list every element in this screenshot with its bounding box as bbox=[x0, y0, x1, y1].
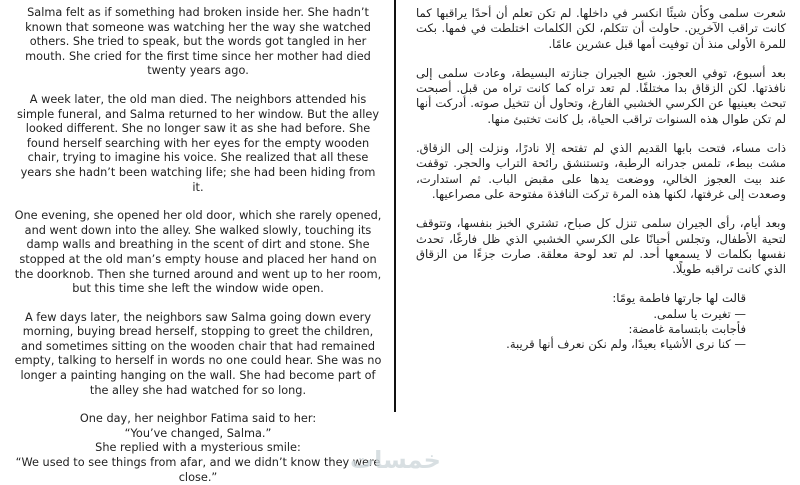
arabic-page bbox=[402, 0, 800, 480]
english-paragraph: Salma felt as if something had broken inside her. She hadn’t known that someone was watching her the way she watched others. She tried to speak, but the words got tangled in her mouth. She cried for the first time since her mother had died twenty years ago. bbox=[25, 6, 371, 78]
english-dialog-line: She replied with a mysterious smile: bbox=[95, 441, 301, 455]
arabic-dialog-line: — كنا نرى الأشياء بعيدًا، ولم نكن نعرف أنها قريبة. bbox=[506, 337, 746, 352]
arabic-dialog-line: — تغيرت يا سلمى. bbox=[653, 306, 746, 321]
page-divider bbox=[394, 0, 396, 412]
arabic-dialog-line: قالت لها جارتها فاطمة يومًا: bbox=[612, 291, 746, 306]
english-page bbox=[0, 0, 394, 484]
arabic-dialog bbox=[416, 291, 746, 352]
arabic-dialog-line: فأجابت بابتسامة غامضة: bbox=[628, 322, 746, 337]
english-dialog-line: “You’ve changed, Salma.” bbox=[124, 426, 272, 440]
watermark-logo: خمسات bbox=[350, 446, 441, 474]
arabic-paragraph: شعرت سلمى وكأن شيئًا انكسر في داخلها. لم تكن تعلم أن أحدًا يراقبها كما كانت تراقب الآخرين. حاولت أن تتكلم، لكن الكلمات اختلطت في فمها. بكت للمرة الأولى منذ أن توفيت أمها قبل عشرين عامًا. bbox=[416, 6, 786, 51]
english-dialog-line: One day, her neighbor Fatima said to her: bbox=[79, 412, 317, 426]
english-dialog bbox=[14, 412, 382, 485]
english-paragraph: One evening, she opened her old door, which she rarely opened, and went down into the alley. She walked slowly, touching its damp walls and breathing in the scent of dirt and stone. She stopped at the old man’s empty house and placed her hand on the doorknob. Then she turned around and went up to her room, but this time she left the window wide open. bbox=[14, 209, 382, 296]
arabic-paragraph: ذات مساء، فتحت بابها القديم الذي لم تفتحه إلا نادرًا، ونزلت إلى الزقاق. مشت ببطء، تلمس جدرانه الرطبة، وتستنشق رائحة التراب والحجر. توقفت عند بيت العجوز الخالي، ووضعت يدها على مقبض الباب. ثم استدارت، وصعدت إلى غرفتها، لكنها هذه المرة تركت النافذة مفتوحة على مصراعيها. bbox=[416, 141, 786, 201]
english-dialog-line: “We used to see things from afar, and we didn’t know they were close.” bbox=[15, 456, 381, 484]
english-paragraph: A week later, the old man died. The neighbors attended his simple funeral, and Salma returned to her window. But the alley looked different. She no longer saw it as she had before. She found herself searching with her eyes for the empty wooden chair, trying to imagine his voice. She realized that all these years she hadn’t been watching life; she had been hiding from it. bbox=[16, 92, 380, 194]
arabic-paragraph: بعد أسبوع، توفي العجوز. شيع الجيران جنازته البسيطة، وعادت سلمى إلى نافذتها. لكن الزقاق بدا مختلفًا. لم تعد تراه كما كانت تراه من قبل. أصبحت تبحث بعينيها عن الكرسي الخشبي الفارغ، وتحاول أن تتخيل صوته. أدركت أنها لم تكن طوال هذه السنوات تراقب الحياة، بل كانت تختبئ منها. bbox=[416, 65, 786, 126]
english-paragraph: A few days later, the neighbors saw Salma going down every morning, buying bread herself, stopping to greet the children, and sometimes sitting on the wooden chair that had remained empty, talking to herself in words no one could hear. She was no longer a painting hanging on the wall. She had become part of the alley she had watched for so long. bbox=[14, 310, 382, 397]
arabic-paragraph: وبعد أيام، رأى الجيران سلمى تنزل كل صباح، تشتري الخبز بنفسها، وتتوقف لتحية الأطفال، وتجلس أحيانًا على الكرسي الخشبي الذي ظل فارغًا، تحدث نفسها بكلمات لا يسمعها أحد. لم تعد لوحة معلقة. صارت جزءًا من الزقاق الذي كانت تراقبه طويلًا. bbox=[416, 216, 786, 277]
